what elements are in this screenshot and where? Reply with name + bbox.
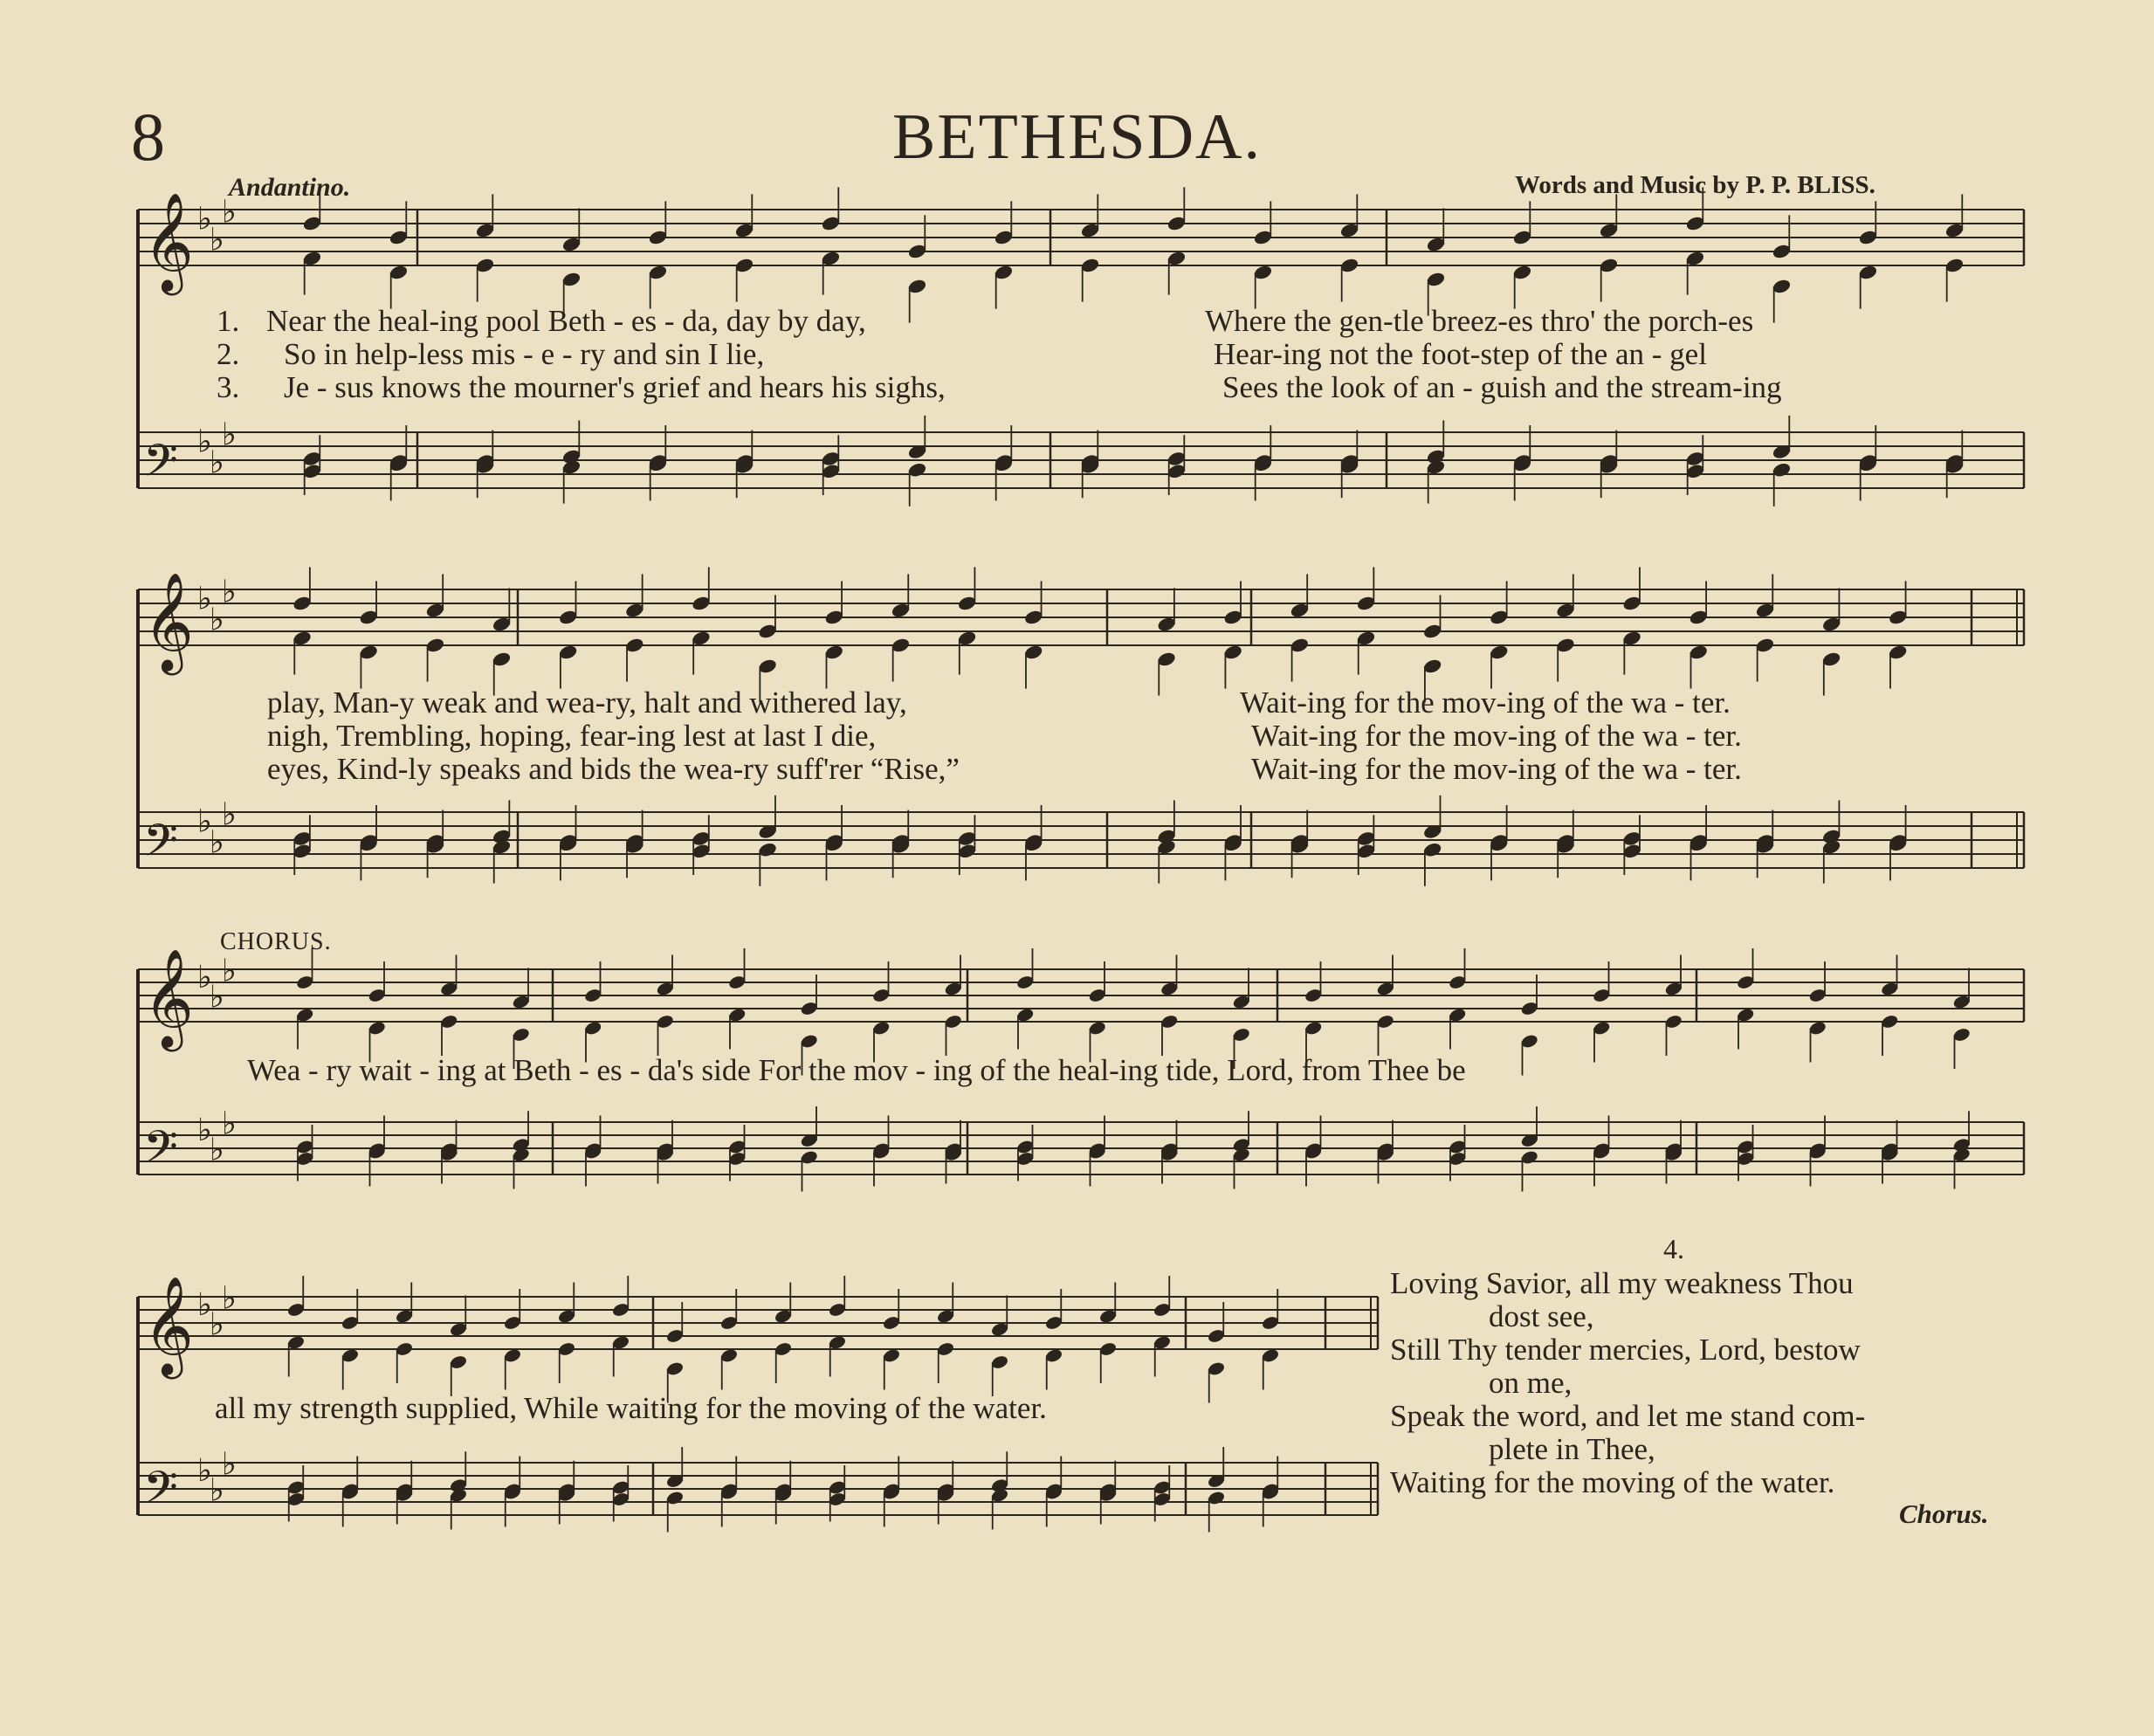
svg-text:♭: ♭ — [210, 1306, 224, 1343]
svg-text:♭: ♭ — [222, 796, 237, 833]
svg-text:𝄞: 𝄞 — [143, 192, 194, 292]
music-system-3 — [138, 948, 2024, 1196]
svg-text:♭: ♭ — [222, 417, 237, 453]
svg-text:♭: ♭ — [197, 803, 212, 840]
verse-4-line: on me, — [1489, 1366, 1572, 1400]
svg-text:♭: ♭ — [222, 1280, 237, 1317]
svg-text:𝄞: 𝄞 — [143, 1276, 194, 1375]
svg-text:♭: ♭ — [222, 1446, 237, 1483]
svg-text:♭: ♭ — [197, 960, 212, 995]
svg-text:♭: ♭ — [197, 1113, 212, 1148]
svg-text:♭: ♭ — [210, 1472, 224, 1509]
svg-text:♭: ♭ — [197, 424, 212, 460]
svg-text:♭: ♭ — [210, 444, 224, 481]
lyric-line: play, Man-y weak and wea-ry, halt and withered lay, — [267, 685, 907, 720]
tempo-marking: Andantino. — [229, 173, 351, 202]
lyric-line: nigh, Trembling, hoping, fear-ing lest at last I die, — [267, 719, 877, 753]
hymn-title: BETHESDA. — [892, 101, 1262, 173]
svg-text:♭: ♭ — [210, 824, 224, 861]
verse-4-line: Waiting for the moving of the water. — [1390, 1465, 1835, 1499]
svg-text:𝄢: 𝄢 — [143, 814, 178, 878]
svg-text:𝄞: 𝄞 — [143, 572, 194, 672]
svg-text:♭: ♭ — [222, 953, 237, 989]
svg-text:♭: ♭ — [222, 1106, 237, 1142]
chorus-cue: Chorus. — [1899, 1498, 1989, 1529]
composer-credit: Words and Music by P. P. BLISS. — [1515, 171, 1875, 199]
chorus-label: CHORUS. — [220, 928, 332, 955]
verse-number: 2. — [217, 337, 240, 371]
lyric-line: Wea - ry wait - ing at Beth - es - da's side For the mov - ing of the heal-ing tide, Lord, from Thee be — [247, 1053, 1466, 1087]
svg-text:♭: ♭ — [197, 581, 212, 617]
svg-text:♭: ♭ — [210, 602, 224, 638]
verse-number: 1. — [217, 304, 240, 338]
lyric-line: Je - sus knows the mourner's grief and hears his sighs, — [284, 370, 946, 404]
verse-4-line: dost see, — [1489, 1299, 1594, 1333]
lyric-line: eyes, Kind-ly speaks and bids the wea-ry suff'rer “Rise,” — [267, 752, 960, 786]
music-system-1 — [138, 192, 2024, 506]
svg-text:♭: ♭ — [222, 194, 237, 231]
music-system-2 — [138, 572, 2024, 886]
svg-text:𝄢: 𝄢 — [143, 1461, 178, 1525]
lyric-line: Where the gen-tle breez-es thro' the porch-es — [1205, 304, 1754, 338]
svg-text:♭: ♭ — [197, 201, 212, 238]
lyric-line: Near the heal-ing pool Beth - es - da, day by day, — [266, 304, 866, 338]
svg-text:♭: ♭ — [222, 574, 237, 610]
verse-number: 3. — [217, 370, 240, 404]
lyric-line: all my strength supplied, While waiting for the moving of the water. — [215, 1391, 1047, 1425]
svg-text:𝄢: 𝄢 — [143, 434, 178, 498]
lyric-line: Sees the look of an - guish and the stream-ing — [1222, 370, 1782, 404]
svg-text:♭: ♭ — [210, 222, 224, 258]
svg-text:𝄞: 𝄞 — [143, 948, 194, 1048]
verse-4-line: plete in Thee, — [1489, 1432, 1655, 1466]
lyric-line: Hear-ing not the foot-step of the an - gel — [1214, 337, 1707, 371]
svg-text:♭: ♭ — [210, 1132, 224, 1168]
verse-4-number: 4. — [1663, 1233, 1684, 1264]
verse-4-line: Still Thy tender mercies, Lord, bestow — [1390, 1333, 1861, 1367]
verse-4-line: Loving Savior, all my weakness Thou — [1390, 1266, 1854, 1300]
svg-text:♭: ♭ — [197, 1287, 212, 1323]
lyric-line: So in help-less mis - e - ry and sin I lie, — [284, 337, 765, 371]
svg-text:𝄢: 𝄢 — [143, 1120, 178, 1184]
page-number: 8 — [131, 99, 165, 175]
lyric-line: Wait-ing for the mov-ing of the wa - ter. — [1251, 752, 1742, 786]
lyric-line: Wait-ing for the mov-ing of the wa - ter. — [1240, 685, 1731, 720]
verse-4-line: Speak the word, and let me stand com- — [1390, 1399, 1866, 1433]
lyric-line: Wait-ing for the mov-ing of the wa - ter. — [1251, 719, 1742, 753]
music-system-4 — [138, 1276, 1378, 1525]
svg-text:♭: ♭ — [210, 979, 224, 1016]
svg-text:♭: ♭ — [197, 1453, 212, 1489]
